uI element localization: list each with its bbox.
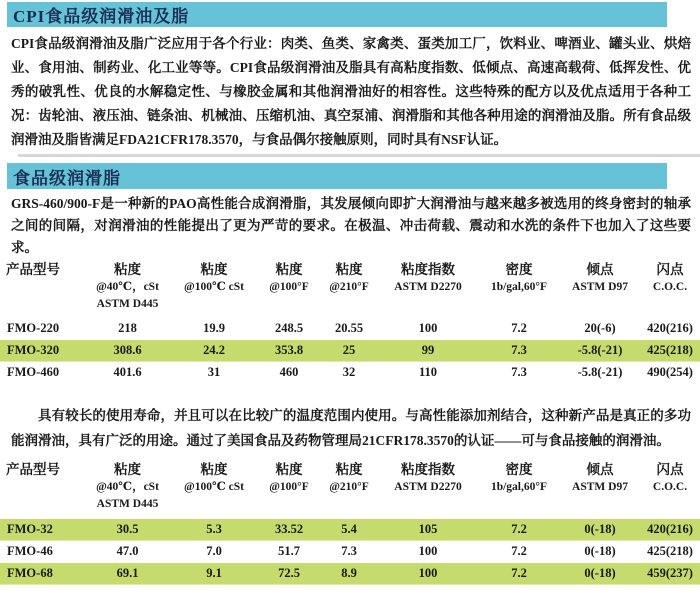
column-header-viscosity-index: 粘度指数 ASTM D2270 <box>394 262 462 293</box>
table-cell: 19.9 <box>203 321 225 335</box>
table-cell: 69.1 <box>85 563 170 585</box>
table-cell: 110 <box>418 365 438 379</box>
section2-header-banner <box>7 163 667 189</box>
table-cell: 425(218) <box>647 544 693 558</box>
table-row <box>0 541 700 563</box>
lubricant-spec-table-2 <box>0 459 700 585</box>
table-cell: 9.1 <box>170 563 258 585</box>
table-cell: 105 <box>378 519 478 541</box>
section1-header-banner <box>7 2 667 27</box>
table-cell: 8.9 <box>320 563 378 585</box>
table-cell: 7.2 <box>511 321 527 335</box>
column-header-viscosity-100c: 粘度 @100℃ cSt <box>184 462 244 493</box>
table-cell: 5.4 <box>320 519 378 541</box>
table-cell: 32 <box>342 365 356 379</box>
table-cell: 7.0 <box>206 544 222 558</box>
table-cell: 0(-18) <box>560 519 640 541</box>
table-cell: 7.2 <box>511 544 527 558</box>
lubricant-spec-table-1 <box>0 259 700 383</box>
table-cell: FMO-320 <box>0 340 85 362</box>
table-cell: -5.8(-21) <box>560 340 640 362</box>
column-header-product: 产品型号 <box>6 462 60 477</box>
table-cell: 401.6 <box>113 365 142 379</box>
table-cell: FMO-220 <box>7 321 60 335</box>
section1-title: CPI食品级润滑油及脂 <box>13 7 190 26</box>
column-header-viscosity-210f: 粘度 @210°F <box>329 462 369 493</box>
section-divider <box>18 154 700 157</box>
table-cell: 7.3 <box>478 340 560 362</box>
table-cell: -5.8(-21) <box>577 365 623 379</box>
table-header-row <box>0 459 700 519</box>
table-row-highlighted <box>0 519 700 541</box>
table-cell: 47.0 <box>116 544 139 558</box>
table-cell: 100 <box>418 544 438 558</box>
table-cell: 308.6 <box>85 340 170 362</box>
table-cell: 460 <box>279 365 299 379</box>
table-cell: 30.5 <box>85 519 170 541</box>
mid-paragraph: 具有较长的使用寿命，并且可以在比较广的温度范围内使用。与高性能添加剂结合，这种新产品是真正的多功能润滑油，具有广泛的用途。通过了美国食品及药物管理局21CFR178.3570的认证——可与食品接触的润滑油。 <box>11 408 691 448</box>
table-header-row <box>0 259 700 318</box>
table-cell: FMO-460 <box>7 365 60 379</box>
table-cell: 490(254) <box>647 365 693 379</box>
column-header-viscosity-100f: 粘度 @100°F <box>269 262 309 293</box>
table-cell: 25 <box>320 340 378 362</box>
table-cell: FMO-46 <box>7 544 53 558</box>
column-header-product: 产品型号 <box>6 262 60 277</box>
column-header-density: 密度 1b/gal,60°F <box>490 262 548 293</box>
column-header-pour-point: 倾点 ASTM D97 <box>572 262 628 293</box>
table-cell: 248.5 <box>274 321 304 335</box>
table-cell: 0(-18) <box>560 563 640 585</box>
table-cell: 7.3 <box>341 544 357 558</box>
column-header-viscosity-40c: 粘度 @40℃，cSt ASTM D445 <box>96 262 159 310</box>
column-header-viscosity-index: 粘度指数 ASTM D2270 <box>394 462 462 493</box>
column-header-density: 密度 1b/gal,60°F <box>490 462 548 493</box>
table-cell: 20(-6) <box>584 321 616 335</box>
table-cell: 100 <box>378 563 478 585</box>
column-header-flash-point: 闪点 C.O.C. <box>652 462 688 493</box>
column-header-viscosity-210f: 粘度 @210°F <box>329 262 369 293</box>
table-cell: 7.3 <box>511 365 527 379</box>
table-cell: 218 <box>118 321 137 335</box>
table-cell: FMO-68 <box>0 563 85 585</box>
table-cell: 420(216) <box>640 519 700 541</box>
section1-body: CPI食品级润滑油及脂广泛应用于各个行业：肉类、鱼类、家禽类、蛋类加工厂，饮料业、啤酒业、罐头业、烘焙业、食用油、制药业、化工业等等。CPI食品级润滑油及脂具有高粘度指数、低倾点、高速高载荷、低挥发性、优秀的破乳性、优良的水解稳定性、与橡胶金属和其他润滑油好的相容性。这些特殊的配方以及优点适用于各种工况：齿轮油、液压油、链条油、机械油、压缩机油、真空泵浦、润滑脂和其他各种用途的润滑油及脂。所有食品级润滑油及脂皆满足FDA21CFR178.3570，与食品偶尔接触原则，同时具有NSF认证。 <box>11 36 691 147</box>
table-row <box>0 362 700 384</box>
table-cell: 72.5 <box>258 563 320 585</box>
table-row <box>0 318 700 340</box>
table-cell: 24.2 <box>170 340 258 362</box>
table-cell: 20.55 <box>334 321 364 335</box>
table-row-highlighted <box>0 563 700 585</box>
table-cell: 99 <box>378 340 478 362</box>
section2-title: 食品级润滑脂 <box>13 168 121 188</box>
column-header-pour-point: 倾点 ASTM D97 <box>572 462 628 493</box>
table-row-highlighted <box>0 340 700 362</box>
table-cell: 459(237) <box>640 563 700 585</box>
column-header-flash-point: 闪点 C.O.C. <box>652 262 688 293</box>
column-header-viscosity-100c: 粘度 @100℃ cSt <box>184 262 244 293</box>
table-cell: 353.8 <box>258 340 320 362</box>
table-cell: 7.2 <box>478 519 560 541</box>
table-cell: 31 <box>207 365 221 379</box>
table-cell: 0(-18) <box>584 544 616 558</box>
column-header-viscosity-100f: 粘度 @100°F <box>269 462 309 493</box>
table-cell: 425(218) <box>640 340 700 362</box>
table-cell: 100 <box>418 321 438 335</box>
table-cell: FMO-32 <box>0 519 85 541</box>
column-header-viscosity-40c: 粘度 @40℃，cSt ASTM D445 <box>96 462 159 510</box>
table-cell: 420(216) <box>647 321 693 335</box>
table-cell: 5.3 <box>170 519 258 541</box>
table-cell: 33.52 <box>258 519 320 541</box>
section2-body: GRS-460/900-F是一种新的PAO高性能合成润滑脂，其发展倾向即扩大润滑油与越来越多被选用的终身密封的轴承之间的间隔，对润滑油的性能提出了更为严苛的要求。在极温、冲击荷载、震动和水洗的条件下也加入了这些要求。 <box>11 196 691 255</box>
table-cell: 7.2 <box>478 563 560 585</box>
table-cell: 51.7 <box>278 544 300 558</box>
